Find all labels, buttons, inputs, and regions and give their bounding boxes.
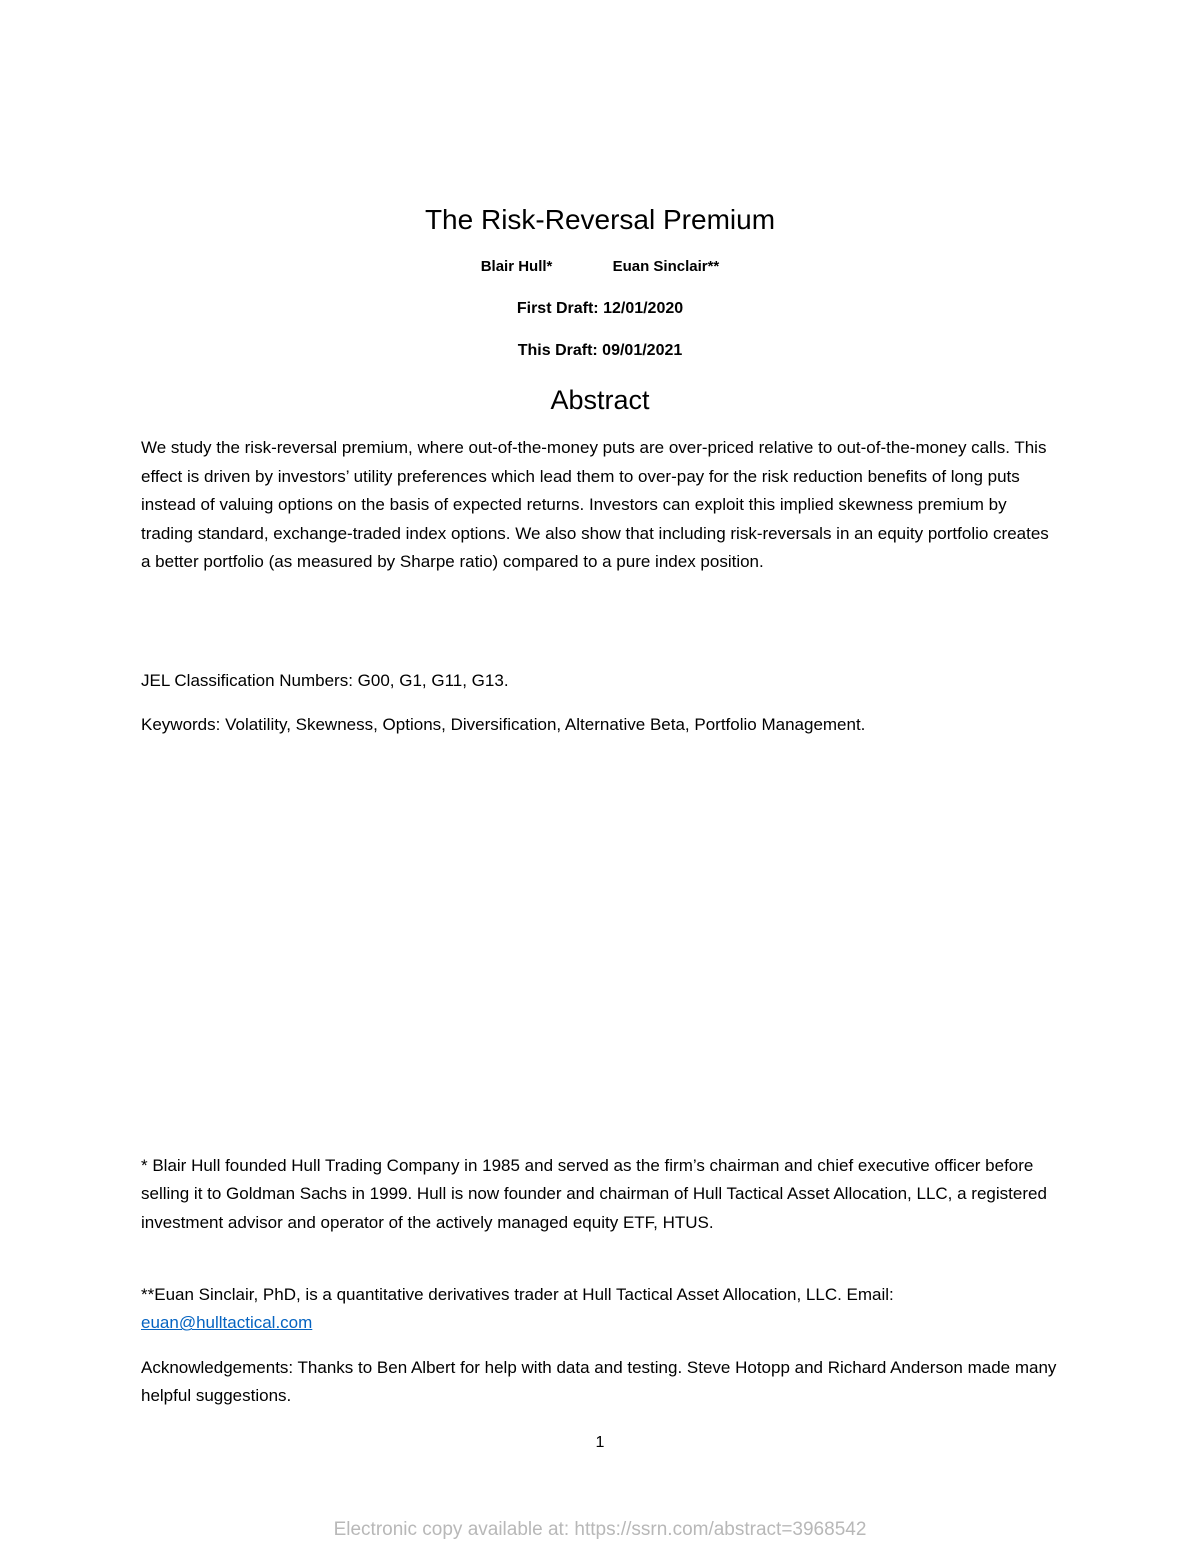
ssrn-watermark: Electronic copy available at: https://ssrn.com/abstract=3968542 [333,1519,867,1540]
page-number: 1 [595,1434,605,1451]
email-link[interactable]: euan@hulltactical.com [141,1313,313,1333]
keywords: Keywords: Volatility, Skewness, Options, Diversification, Alternative Beta, Portfolio Management. [141,715,866,734]
footnote-sinclair [141,1281,1061,1338]
footnote-hull: * Blair Hull founded Hull Trading Company in 1985 and served as the firm’s chairman and chief executive officer before selling it to Goldman Sachs in 1999. Hull is now founder and chairman of Hull Tactical Asset Allocation, LLC, a registered investment advisor and operator of the actively managed equity ETF, HTUS. [141,1156,1047,1232]
abstract-text: We study the risk-reversal premium, where out-of-the-money puts are over-priced relative to out-of-the-money calls. This effect is driven by investors’ utility preferences which lead them to over-pay for the risk reduction benefits of long puts instead of valuing options on the basis of expected returns. Investors can exploit this implied skewness premium by trading standard, exchange-traded index options. We also show that including risk-reversals in an equity portfolio creates a better portfolio (as measured by Sharpe ratio) compared to a pure index position. [141,438,1049,571]
first-draft-date: First Draft: 12/01/2020 [516,300,684,317]
paper-title: The Risk-Reversal Premium [424,204,776,235]
jel-classification: JEL Classification Numbers: G00, G1, G11, G13. [141,671,509,690]
abstract-heading: Abstract [550,385,650,415]
author-name: Euan Sinclair** [612,258,720,275]
author-name: Blair Hull* [480,258,553,275]
footnote-sinclair-text: **Euan Sinclair, PhD, is a quantitative derivatives trader at Hull Tactical Asset Allocation, LLC. Email: [141,1285,894,1304]
this-draft-date: This Draft: 09/01/2021 [517,342,683,359]
author-line [0,256,1200,278]
acknowledgements: Acknowledgements: Thanks to Ben Albert for help with data and testing. Steve Hotopp and Richard Anderson made many helpful suggestions. [141,1358,1057,1406]
